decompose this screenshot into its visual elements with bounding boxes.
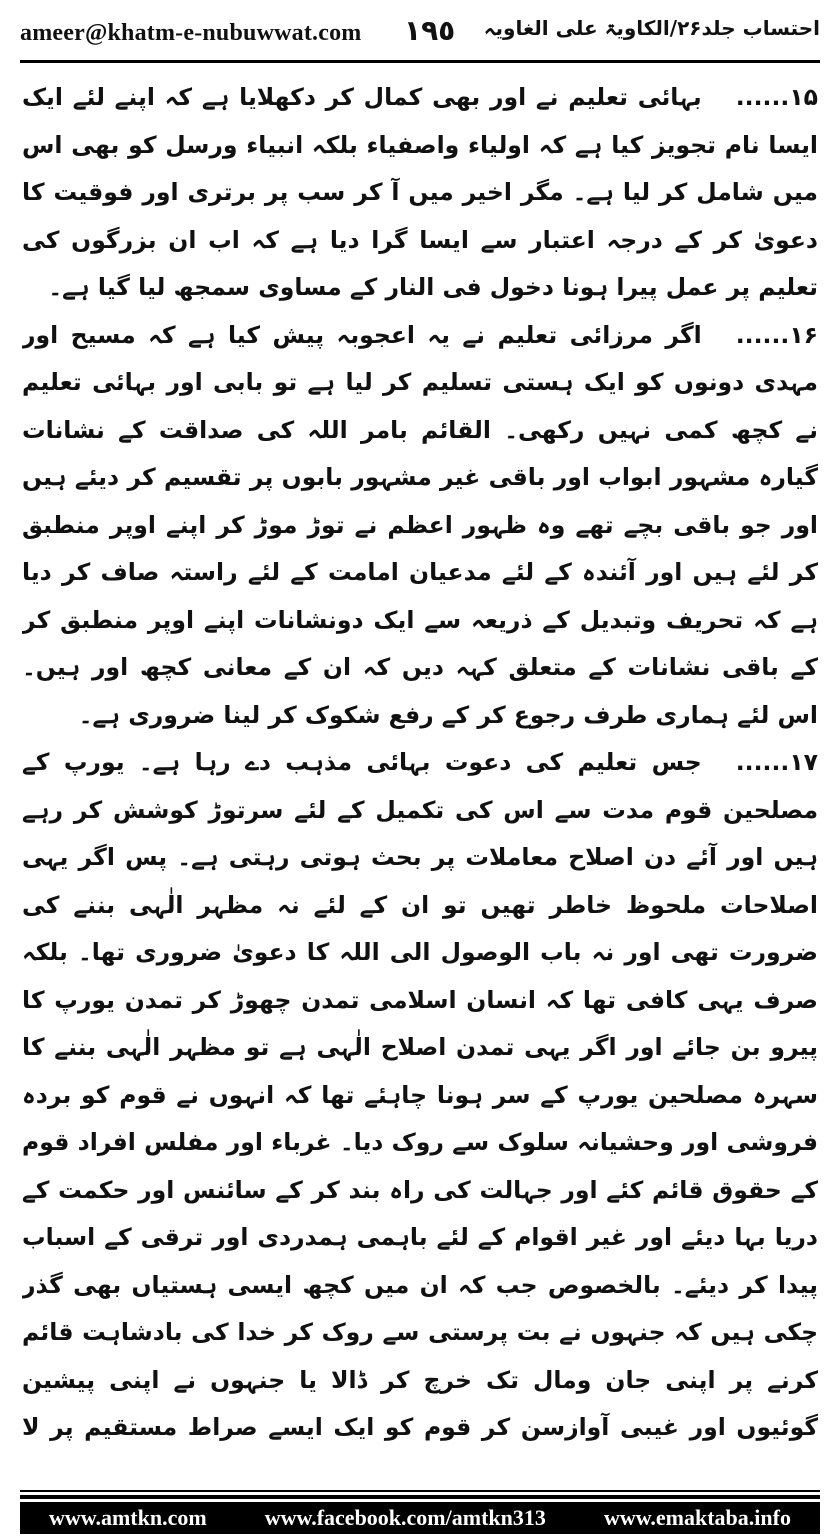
footer-link-amtkn[interactable]: www.amtkn.com xyxy=(49,1505,207,1530)
paragraph-text: جس تعلیم کی دعوت بہائی مذہب دے رہا ہے۔ یورپ کے مصلحین قوم مدت سے اس کی تکمیل کے لئے سرتوڑ کوشش کر رہے ہیں اور آئے دن اصلاح معاملات پر بحث ہوتی رہتی ہے۔ پس اگر یہی اصلاحات ملحوظ خاطر تھیں تو ان کے لئے نہ مظہر الٰہی بننے کی ضرورت تھی اور نہ باب الوصول الی اللہ کا دعویٰ ضروری تھا۔ بلکہ صرف یہی کافی تھا کہ انسان اسلامی تمدن چھوڑ کر تمدن یورپ کا پیرو بن جائے اور اگر یہی تمدن اصلاح الٰہی ہے تو مظہر الٰہی بننے کا سہرہ مصلحین یورپ کے سر ہونا چاہئے تھا کہ انہوں نے قوم کو بردہ فروشی اور وحشیانہ سلوک سے روک دیا۔ غرباء اور مفلس افراد قوم کے حقوق قائم کئے اور جہالت کی راہ بند کر کے سائنس اور حکمت کے دریا بہا دیئے اور غیر اقوام کے لئے باہمی ہمدردی اور ترقی کے اسباب پیدا کر دیئے۔ بالخصوص جب کہ ان میں کچھ ایسی ہستیاں بھی گذر چکی ہیں کہ جنہوں نے بت پرستی سے روک کر خدا کی بادشاہت قائم کرنے پر اپنی جان ومال تک خرچ کر ڈالا یا جنہوں نے اپنی پیشین گوئیوں اور غیبی آوازسن کر قوم کو ایک ایسے صراط مستقیم پر لا xyxy=(22,748,818,1441)
paragraph-number: ۱۶...... xyxy=(735,320,818,349)
page-header xyxy=(20,14,820,56)
page-number: ١٩٥ xyxy=(404,14,456,47)
paragraph-15 xyxy=(22,74,818,312)
page-footer xyxy=(20,1502,820,1534)
header-email: ameer@khatm-e-nubuwwat.com xyxy=(20,20,362,46)
paragraph-number: ۱۷...... xyxy=(735,748,818,776)
footer-link-emaktaba[interactable]: www.emaktaba.info xyxy=(603,1505,791,1530)
paragraph-number: ۱۵...... xyxy=(735,83,818,111)
footer-divider-thick xyxy=(20,1495,820,1499)
footer-divider xyxy=(20,1490,820,1492)
paragraph-text: اگر مرزائی تعلیم نے یہ اعجوبہ پیش کیا ہے کہ مسیح اور مہدی دونوں کو ایک ہستی تسلیم کر لیا ہے تو بابی اور بہائی تعلیم نے کچھ کمی نہیں رکھی۔ القائم بامر اللہ کی صداقت کے نشانات گیارہ مشہور ابواب اور باقی غیر مشہور بابوں پر تقسیم کر دیئے ہیں اور جو باقی بچے تھے وہ ظہور اعظم نے توڑ موڑ کر اپنے اوپر منطبق کر لئے ہیں اور آئندہ کے لئے مدعیان امامت کے لئے راستہ صاف کر دیا ہے کہ تحریف وتبدیل کے ذریعہ سے ایک دونشانات اپنے اوپر منطبق کر کے باقی نشانات کے متعلق کہہ دیں کہ ان کے معانی کچھ اور ہیں۔ اس لئے ہماری طرف رجوع کر کے رفع شکوک کر لینا ضروری ہے۔ xyxy=(22,320,818,729)
paragraph-17 xyxy=(22,739,818,1458)
footer-link-facebook[interactable]: www.facebook.com/amtkn313 xyxy=(264,1505,546,1530)
paragraph-16 xyxy=(22,312,818,740)
paragraph-text: بہائی تعلیم نے اور بھی کمال کر دکھلایا ہے کہ اپنے لئے ایک ایسا نام تجویز کیا ہے کہ اولیاء واصفیاء بلکہ انبیاء ورسل کو بھی اس میں شامل کر لیا ہے۔ مگر اخیر میں آ کر سب پر برتری اور فوقیت کا دعویٰ کر کے درجہ اعتبار سے ایسا گرا دیا ہے کہ اب ان بزرگوں کی تعلیم پر عمل پیرا ہونا دخول فی النار کے مساوی سمجھ لیا گیا ہے۔ xyxy=(22,83,818,301)
book-title: احتساب جلد۲۶/الکاویۃ علی الغاویہ xyxy=(483,16,820,40)
page-body xyxy=(22,74,818,1458)
header-divider xyxy=(20,60,820,63)
